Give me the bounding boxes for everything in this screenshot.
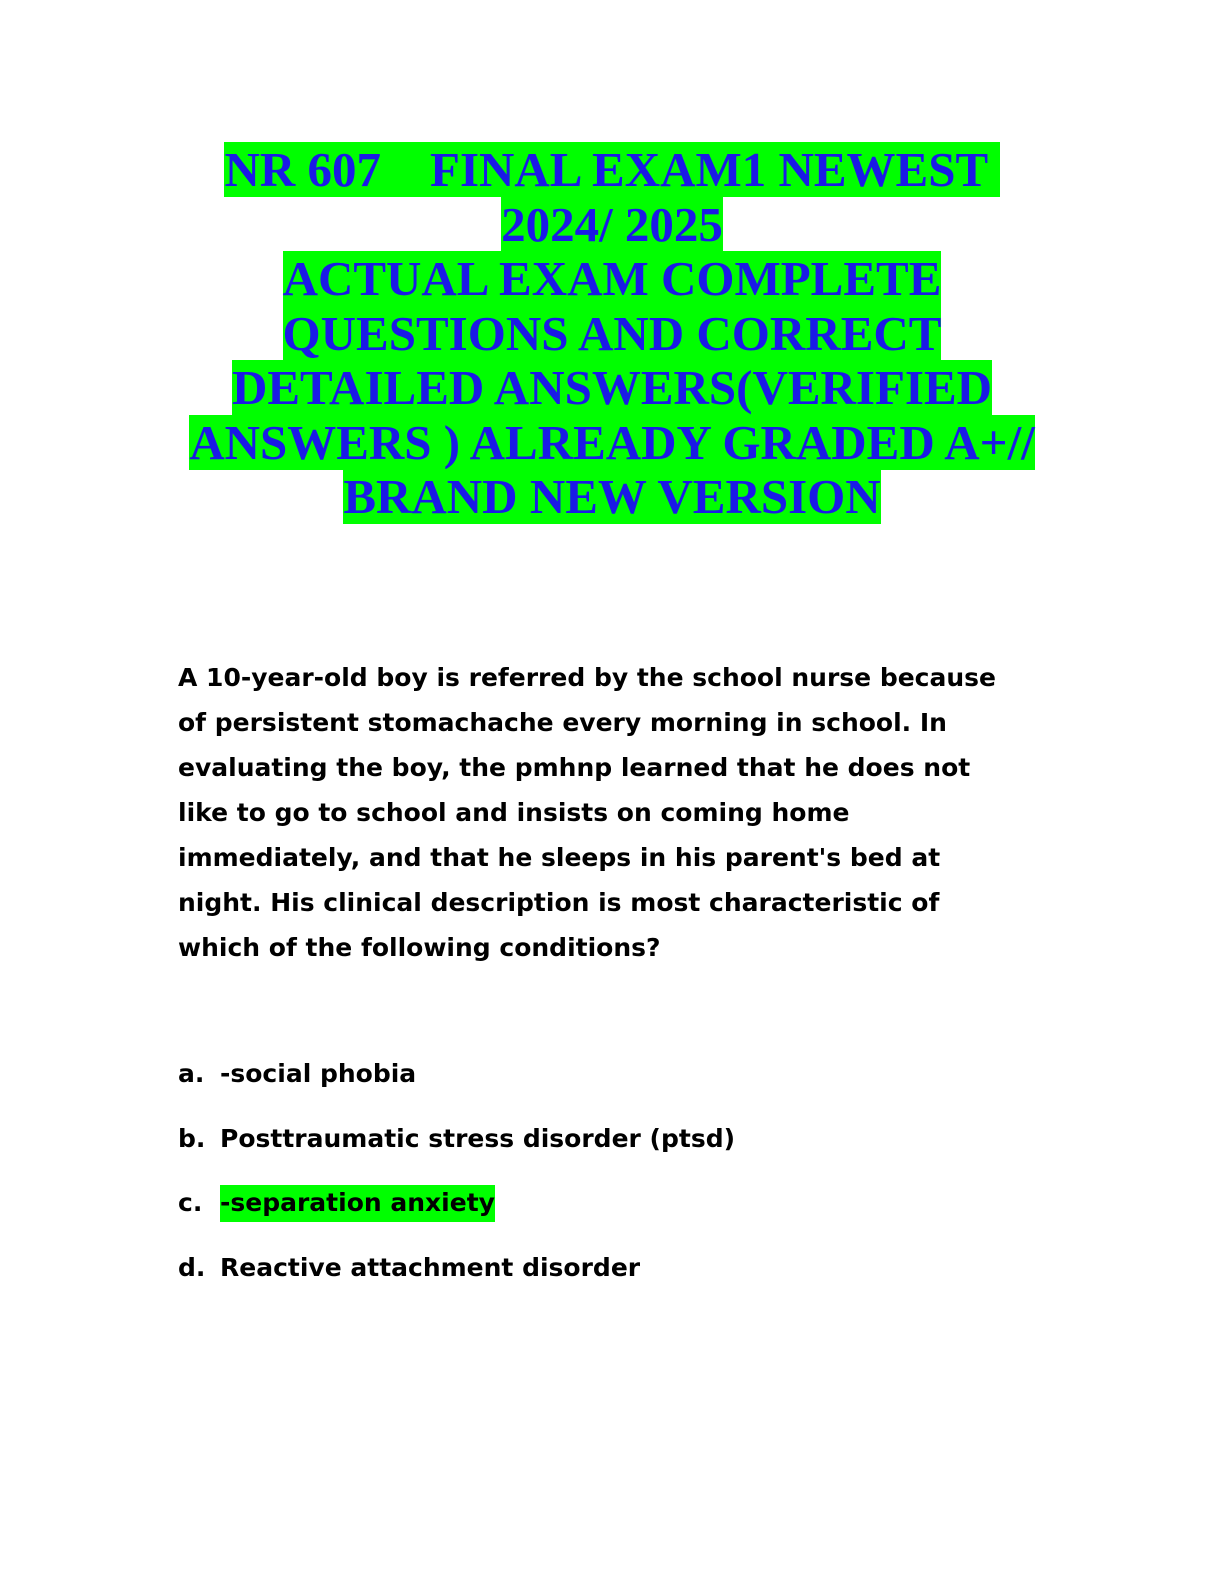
answer-option-b [178, 1117, 735, 1182]
title-line: ANSWERS ) ALREADY GRADED A+// [189, 414, 1035, 470]
question-line: like to go to school and insists on coming home [178, 798, 850, 827]
question-line: which of the following conditions? [178, 933, 661, 962]
title-line: BRAND NEW VERSION [343, 469, 881, 524]
option-text: -social phobia [220, 1059, 417, 1088]
question-line: immediately, and that he sleeps in his parent's bed at [178, 843, 941, 872]
answer-option-c [178, 1181, 735, 1246]
document-title [150, 143, 1074, 525]
answer-option-a [178, 1052, 735, 1117]
option-letter: c. [178, 1188, 203, 1217]
title-line: ACTUAL EXAM COMPLETE [282, 251, 942, 306]
title-line: DETAILED ANSWERS(VERIFIED [231, 360, 993, 415]
title-line: QUESTIONS AND CORRECT [282, 305, 942, 361]
option-letter: b. [178, 1123, 206, 1153]
question-text [178, 655, 1048, 970]
question-line: night. His clinical description is most characteristic of [178, 888, 940, 917]
answer-option-d [178, 1246, 735, 1311]
question-line: of persistent stomachache every morning in school. In [178, 708, 947, 737]
answer-options [178, 1052, 735, 1310]
option-text: Posttraumatic stress disorder (ptsd) [220, 1123, 736, 1153]
title-line: 2024/ 2025 [501, 196, 723, 252]
option-text: Reactive attachment disorder [220, 1252, 641, 1282]
question-line: evaluating the boy, the pmhnp learned that he does not [178, 753, 971, 782]
option-letter: d. [178, 1252, 206, 1282]
question-line: A 10-year-old boy is referred by the school nurse because [178, 663, 997, 692]
option-letter: a. [178, 1059, 205, 1088]
option-text-highlighted: -separation anxiety [220, 1185, 495, 1222]
title-line: NR 607 FINAL EXAM1 NEWEST [224, 142, 1000, 197]
